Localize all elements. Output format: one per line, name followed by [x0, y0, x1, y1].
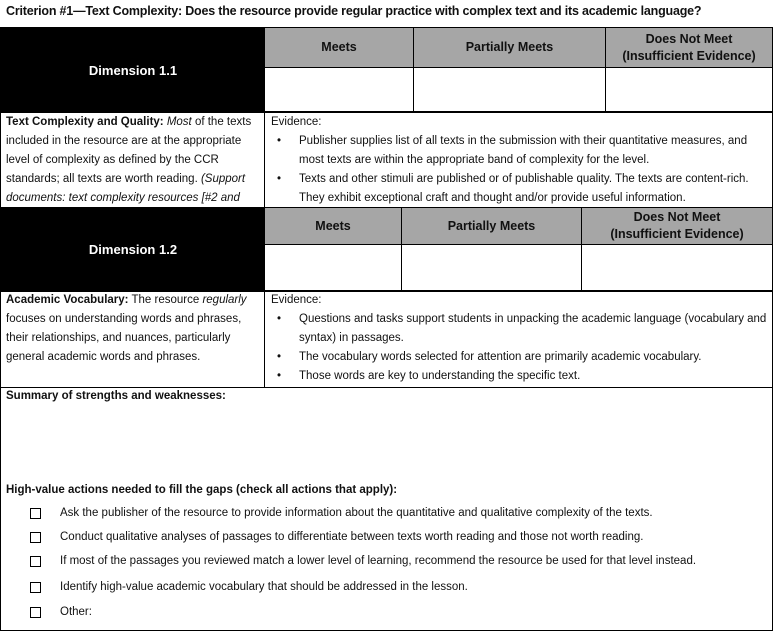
dim2-does-not-meet-header [582, 207, 772, 245]
dim2-not-meet-rating-cell[interactable] [582, 245, 772, 291]
action-label: Other: [60, 606, 92, 618]
dim1-not-meet-rating-cell[interactable] [606, 68, 772, 112]
dim1-evidence [271, 113, 771, 208]
dim2-evidence [271, 291, 771, 386]
dim1-not-meet-line1: Does Not Meet [645, 31, 733, 46]
dim1-not-meet-line2: (Insufficient Evidence) [622, 48, 756, 63]
dimension-1-1-header: Dimension 1.1 [1, 28, 265, 112]
dim1-evidence-item: • Texts and other stimuli are published or of publishable quality. The texts are content-rich. They exhibit exceptional craft and thought and/or provide useful information. [277, 173, 749, 204]
dimension-1-2-header: Dimension 1.2 [1, 207, 265, 291]
dim1-criterion-title: Text Complexity and Quality: [6, 116, 164, 128]
summary-label: Summary of strengths and weaknesses: [6, 390, 226, 402]
action-item [30, 502, 653, 524]
dim2-evidence-item: • Questions and tasks support students in unpacking the academic language (vocabulary and syntax) in passages. [277, 313, 767, 344]
dim2-meets-header: Meets [265, 207, 402, 245]
dim2-criterion-title: Academic Vocabulary: [6, 294, 129, 306]
dim2-criterion-text [6, 291, 262, 367]
dim2-criterion-body: The resource [128, 294, 203, 306]
actions-label: High-value actions needed to fill the gaps (check all actions that apply): [6, 484, 398, 496]
checkbox[interactable] [30, 508, 41, 519]
action-item [30, 576, 468, 598]
dim1-partially-rating-cell[interactable] [414, 68, 606, 112]
dim1-evidence-item: • Publisher supplies list of all texts in the submission with their quantitative measures, and most texts are within the appropriate band of complexity for the level. [277, 135, 748, 166]
action-item [30, 526, 643, 548]
checkbox[interactable] [30, 556, 41, 567]
dim2-criterion-emphasis: regularly [202, 294, 247, 306]
dim1-partially-meets-header: Partially Meets [414, 28, 606, 68]
dim1-criterion-body: of the texts included in the resource are at the appropriate level of complexity as defined by the CCR standards; all texts are worth reading. [6, 116, 252, 185]
dim1-meets-rating-cell[interactable] [265, 68, 414, 112]
action-label: Ask the publisher of the resource to provide information about the quantitative and qualitative complexity of the texts. [60, 507, 653, 519]
action-label: Identify high-value academic vocabulary that should be addressed in the lesson. [60, 581, 468, 593]
dim2-partially-meets-header: Partially Meets [402, 207, 582, 245]
dim1-criterion-emphasis: Most [166, 116, 192, 128]
checkbox[interactable] [30, 607, 41, 618]
dim1-evidence-label: Evidence: [271, 116, 322, 128]
dim2-not-meet-line2: (Insufficient Evidence) [610, 227, 744, 241]
dim2-criterion-body-rest: focuses on understanding words and phrases, their relationships, and nuances, particularly general academic words and phrases. [6, 313, 242, 363]
dim1-meets-header: Meets [265, 28, 414, 68]
checkbox[interactable] [30, 582, 41, 593]
action-label: If most of the passages you reviewed match a lower level of learning, recommend the resource be used for that level instead. [60, 555, 697, 567]
dim2-not-meet-line1: Does Not Meet [633, 210, 721, 224]
dim2-partially-rating-cell[interactable] [402, 245, 582, 291]
action-item [30, 550, 696, 572]
dim1-support-documents: (Support documents: text complexity resources [#2 and [6, 173, 246, 204]
dim2-evidence-item: • The vocabulary words selected for attention are primarily academic vocabulary. [277, 351, 702, 363]
dim1-does-not-meet-header [606, 28, 772, 68]
dim2-evidence-item: • Those words are key to understanding the specific text. [277, 370, 581, 382]
dim2-evidence-label: Evidence: [271, 294, 322, 306]
summary-text-area[interactable] [6, 408, 766, 478]
action-label: Conduct qualitative analyses of passages to differentiate between texts worth reading and those not worth reading. [60, 531, 644, 543]
dim2-meets-rating-cell[interactable] [265, 245, 402, 291]
action-item [30, 601, 92, 623]
page-title: Criterion #1—Text Complexity: Does the resource provide regular practice with complex text and its academic language? [6, 4, 702, 18]
checkbox[interactable] [30, 532, 41, 543]
